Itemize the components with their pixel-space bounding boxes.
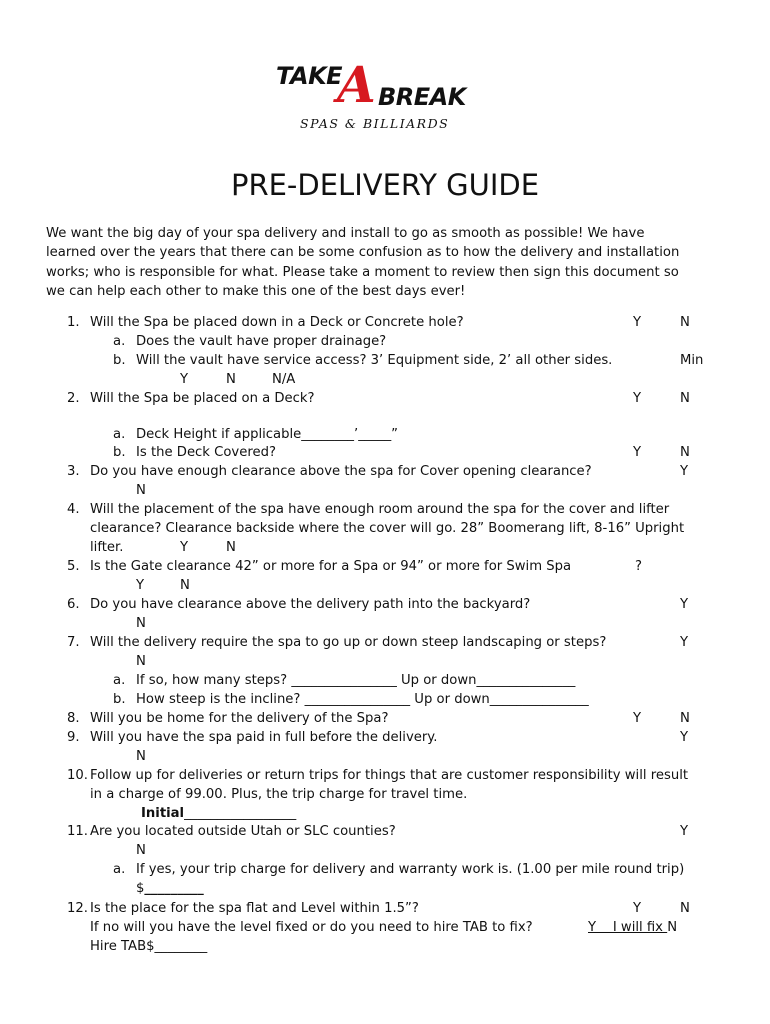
q5-question-mark: ?: [635, 559, 642, 574]
q9-number: 9.: [67, 730, 80, 745]
q10-initial-label: Initial: [141, 806, 185, 821]
intro-line: we can help each other to make this one of the best days ever!: [46, 283, 466, 299]
q1b-na-option[interactable]: N/A: [272, 372, 296, 387]
q10-text-line2: in a charge of 99.00. Plus, the trip charge for travel time.: [90, 787, 468, 802]
q5-text: Is the Gate clearance 42” or more for a Spa or 94” or more for Swim Spa: [90, 559, 572, 574]
q1-yes-option[interactable]: Y: [633, 315, 642, 330]
q2-no-option[interactable]: N: [680, 391, 690, 406]
q11-yes-option[interactable]: Y: [680, 824, 689, 839]
q7a-letter: a.: [113, 673, 126, 688]
q12-fix-option[interactable]: Y I will fix: [588, 920, 668, 935]
q9-text: Will you have the spa paid in full before the delivery.: [90, 730, 438, 745]
q4-text-line2: clearance? Clearance backside where the cover will go. 28” Boomerang lift, 8-16” Upright: [90, 521, 685, 536]
q5-yes-option[interactable]: Y: [136, 578, 145, 593]
q10-text-line1: Follow up for deliveries or return trips for things that are customer responsibility will result: [90, 768, 689, 783]
q11a-dollar: $: [136, 881, 145, 896]
q8-no-option[interactable]: N: [680, 711, 690, 726]
logo-a: A: [337, 55, 376, 114]
q8-yes-option[interactable]: Y: [633, 711, 642, 726]
q10-initial-field[interactable]: _________________: [184, 806, 297, 821]
q11-no-option[interactable]: N: [136, 843, 146, 858]
q2a-text[interactable]: Deck Height if applicable________’_____”: [136, 427, 399, 442]
q1b-min: Min: [680, 353, 704, 368]
q4-text-line1: Will the placement of the spa have enough room around the spa for the cover and lifter: [90, 502, 670, 517]
q7-no-option[interactable]: N: [136, 654, 146, 669]
q1b-letter: b.: [113, 353, 126, 368]
q2-yes-option[interactable]: Y: [633, 391, 642, 406]
q2a-letter: a.: [113, 427, 126, 442]
q12-text: Is the place for the spa flat and Level within 1.5”?: [90, 901, 419, 916]
q7-number: 7.: [67, 635, 80, 650]
intro-line: works; who is responsible for what. Please take a moment to review then sign this document so: [46, 264, 679, 280]
q3-number: 3.: [67, 464, 80, 479]
q7-yes-option[interactable]: Y: [680, 635, 689, 650]
logo-subtitle: SPAS & BILLIARDS: [300, 116, 450, 131]
q5-no-option[interactable]: N: [180, 578, 190, 593]
logo-break: BREAK: [378, 83, 466, 111]
q2-number: 2.: [67, 391, 80, 406]
q1b-text: Will the vault have service access? 3’ Equipment side, 2’ all other sides.: [136, 353, 613, 368]
q12-fix-no-option[interactable]: N: [667, 920, 678, 935]
logo-take: TAKE: [276, 62, 343, 90]
q7a-text[interactable]: If so, how many steps? ________________ Up or down_______________: [136, 673, 576, 688]
q4-no-option[interactable]: N: [226, 540, 236, 555]
q3-text: Do you have enough clearance above the spa for Cover opening clearance?: [90, 464, 592, 479]
q6-number: 6.: [67, 597, 80, 612]
page-title: PRE-DELIVERY GUIDE: [230, 168, 540, 202]
q2-text: Will the Spa be placed on a Deck?: [90, 391, 315, 406]
q12-fix-row: [588, 918, 677, 937]
q8-text: Will you be home for the delivery of the Spa?: [90, 711, 389, 726]
q11a-letter: a.: [113, 862, 126, 877]
q2b-text: Is the Deck Covered?: [136, 445, 276, 460]
q11a-amount-field[interactable]: _________: [144, 881, 204, 896]
q12-yes-option[interactable]: Y: [633, 901, 642, 916]
q3-no-option[interactable]: N: [136, 483, 146, 498]
q1a-text: Does the vault have proper drainage?: [136, 334, 387, 349]
q4-text-line3: lifter.: [90, 540, 124, 555]
q6-yes-option[interactable]: Y: [680, 597, 689, 612]
q12-text-line2: If no will you have the level fixed or do you need to hire TAB to fix?: [90, 920, 533, 935]
q3-yes-option[interactable]: Y: [680, 464, 689, 479]
q11-number: 11.: [67, 824, 88, 839]
q6-no-option[interactable]: N: [136, 616, 146, 631]
q1b-no-option[interactable]: N: [226, 372, 236, 387]
q11a-amount-row: [136, 879, 204, 898]
q10-number: 10.: [67, 768, 88, 783]
q2b-letter: b.: [113, 445, 126, 460]
q2b-yes-option[interactable]: Y: [633, 445, 642, 460]
q12-number: 12.: [67, 901, 88, 916]
q11a-text: If yes, your trip charge for delivery and warranty work is. (1.00 per mile round trip): [136, 862, 685, 877]
q9-yes-option[interactable]: Y: [680, 730, 689, 745]
q1-text: Will the Spa be placed down in a Deck or Concrete hole?: [90, 315, 464, 330]
q7b-letter: b.: [113, 692, 126, 707]
q11-text: Are you located outside Utah or SLC counties?: [90, 824, 396, 839]
q1a-letter: a.: [113, 334, 126, 349]
q4-yes-option[interactable]: Y: [180, 540, 189, 555]
q7b-text[interactable]: How steep is the incline? ________________ Up or down_______________: [136, 692, 589, 707]
q5-number: 5.: [67, 559, 80, 574]
q4-number: 4.: [67, 502, 80, 517]
q8-number: 8.: [67, 711, 80, 726]
q2b-no-option[interactable]: N: [680, 445, 690, 460]
q1-no-option[interactable]: N: [680, 315, 690, 330]
q1-number: 1.: [67, 315, 80, 330]
intro-paragraph: [46, 224, 736, 301]
q12-hire-tab-field[interactable]: Hire TAB$________: [90, 939, 208, 954]
q10-initial-row: [141, 804, 296, 823]
intro-line: learned over the years that there can be some confusion as to how the delivery and installation: [46, 245, 680, 261]
q6-text: Do you have clearance above the delivery path into the backyard?: [90, 597, 531, 612]
intro-line: We want the big day of your spa delivery and install to go as smooth as possible! We have: [46, 226, 645, 241]
q7-text: Will the delivery require the spa to go up or down steep landscaping or steps?: [90, 635, 607, 650]
q9-no-option[interactable]: N: [136, 749, 146, 764]
q12-no-option[interactable]: N: [680, 901, 690, 916]
q1b-yes-option[interactable]: Y: [180, 372, 189, 387]
